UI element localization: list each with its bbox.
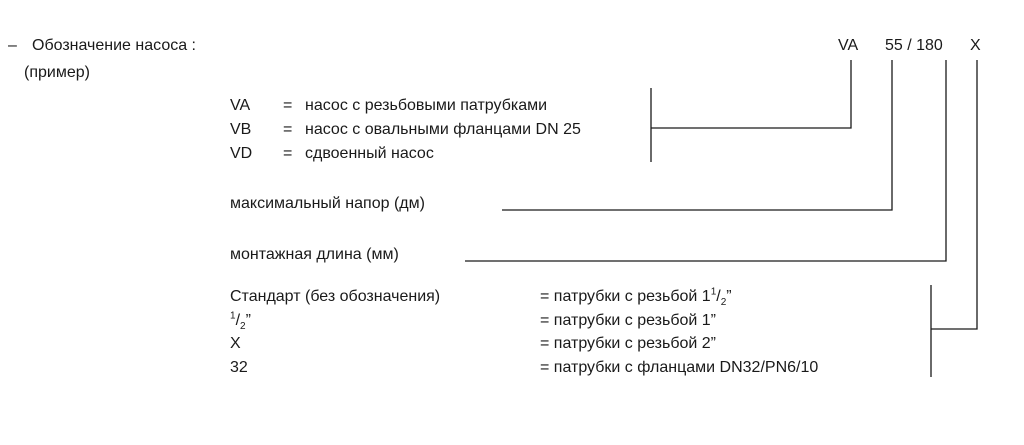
type-eq-vd: = xyxy=(283,145,293,162)
connection-left-standard: Стандарт (без обозначения) xyxy=(230,288,441,305)
type-desc-vd: сдвоенный насос xyxy=(305,145,434,162)
connection-right-x: = патрубки с резьбой 2” xyxy=(540,335,717,352)
type-eq-va: = xyxy=(283,97,293,114)
connection-right-standard: = патрубки с резьбой $1^1/_2$” xyxy=(540,286,732,309)
type-code-vd: VD xyxy=(230,145,253,162)
connection-left-32: 32 xyxy=(230,359,248,376)
connection-left-x: X xyxy=(230,335,241,352)
header-dash: – xyxy=(8,37,17,54)
type-code-va: VA xyxy=(230,97,251,114)
code-part-connection: X xyxy=(970,37,981,54)
header-label: Обозначение насоса : xyxy=(32,37,196,54)
x-connector-line xyxy=(931,60,977,329)
code-part-type: VA xyxy=(838,37,859,54)
type-eq-vb: = xyxy=(283,121,293,138)
max-head-label: максимальный напор (дм) xyxy=(230,195,425,212)
type-desc-vb: насос с овальными фланцами DN 25 xyxy=(305,121,581,138)
install-length-label: монтажная длина (мм) xyxy=(230,246,399,263)
code-part-head-length: 55 / 180 xyxy=(885,37,943,54)
install-length-connector-line xyxy=(465,60,946,261)
type-code-vb: VB xyxy=(230,121,252,138)
header-example: (пример) xyxy=(24,64,90,81)
va-connector-line xyxy=(651,60,851,128)
connection-right-32: = патрубки с фланцами DN32/PN6/10 xyxy=(540,359,819,376)
connection-right-half: = патрубки с резьбой 1” xyxy=(540,312,717,329)
type-desc-va: насос с резьбовыми патрубками xyxy=(305,97,548,114)
connection-left-half: $^1/_2$” xyxy=(230,310,251,333)
